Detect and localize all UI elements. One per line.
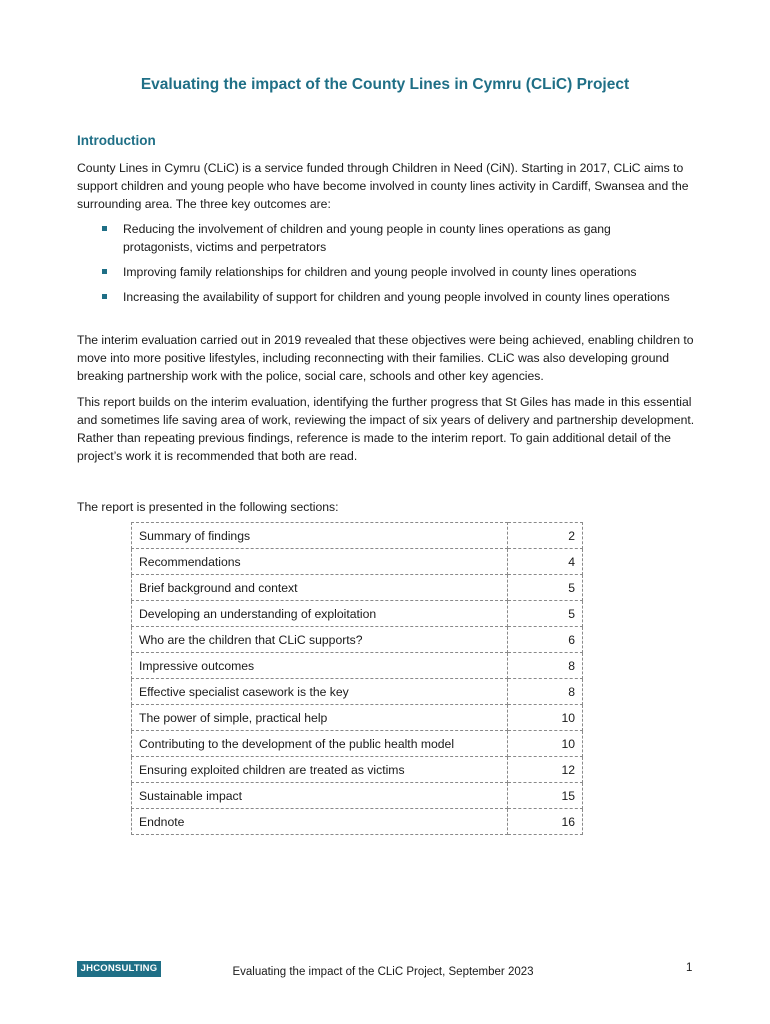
paragraph-sections-intro: The report is presented in the following sections: bbox=[77, 500, 339, 514]
toc-page: 2 bbox=[508, 523, 583, 549]
toc-section: Brief background and context bbox=[132, 575, 508, 601]
toc-page: 10 bbox=[508, 705, 583, 731]
table-row bbox=[132, 679, 583, 705]
outcomes-list bbox=[77, 220, 677, 313]
table-row bbox=[132, 627, 583, 653]
toc-page: 8 bbox=[508, 679, 583, 705]
toc-section: Summary of findings bbox=[132, 523, 508, 549]
toc-section: Contributing to the development of the public health model bbox=[132, 731, 508, 757]
toc-page: 4 bbox=[508, 549, 583, 575]
toc-section: Recommendations bbox=[132, 549, 508, 575]
toc-section: Impressive outcomes bbox=[132, 653, 508, 679]
list-item-text: Reducing the involvement of children and young people in county lines operations as gang protagonists, victims and perpetrators bbox=[123, 222, 611, 254]
table-row bbox=[132, 549, 583, 575]
toc-page: 5 bbox=[508, 601, 583, 627]
table-row bbox=[132, 653, 583, 679]
page-footer: Evaluating the impact of the CLiC Project, September 2023 bbox=[232, 966, 534, 978]
toc-page: 6 bbox=[508, 627, 583, 653]
table-row bbox=[132, 523, 583, 549]
table-row bbox=[132, 575, 583, 601]
toc-page: 15 bbox=[508, 783, 583, 809]
contents-table bbox=[131, 522, 583, 835]
toc-page: 10 bbox=[508, 731, 583, 757]
toc-section: Who are the children that CLiC supports? bbox=[132, 627, 508, 653]
table-row bbox=[132, 757, 583, 783]
table-row bbox=[132, 601, 583, 627]
section-heading-introduction: Introduction bbox=[77, 133, 156, 148]
paragraph-interim: The interim evaluation carried out in 2019 revealed that these objectives were being achieved, enabling children to move into more positive lifestyles, including reconnecting with their families. CLiC was also developing ground breaking partnership work with the police, social care, schools and other key agencies. bbox=[77, 333, 694, 383]
table-row bbox=[132, 809, 583, 835]
table-row bbox=[132, 783, 583, 809]
toc-page: 16 bbox=[508, 809, 583, 835]
toc-section: Ensuring exploited children are treated as victims bbox=[132, 757, 508, 783]
paragraph-report: This report builds on the interim evaluation, identifying the further progress that St Giles has made in this essential and sometimes life saving area of work, reviewing the impact of six years of delivery and partnership development. Rather than repeating previous findings, reference is made to the interim report. To gain additional detail of the project’s work it is recommended that both are read. bbox=[77, 395, 695, 463]
table-row bbox=[132, 705, 583, 731]
list-item-text: Increasing the availability of support for children and young people involved in county lines operations bbox=[123, 290, 670, 304]
jh-consulting-logo: JHCONSULTING bbox=[77, 961, 161, 977]
toc-section: Developing an understanding of exploitation bbox=[132, 601, 508, 627]
toc-page: 8 bbox=[508, 653, 583, 679]
table-row bbox=[132, 731, 583, 757]
bullet-square-icon bbox=[102, 226, 107, 231]
paragraph-intro: County Lines in Cymru (CLiC) is a service funded through Children in Need (CiN). Starting in 2017, CLiC aims to support children and young people who have become involved in county lines activity in Cardiff, Swansea and the surrounding area. The three key outcomes are: bbox=[77, 161, 689, 211]
toc-section: The power of simple, practical help bbox=[132, 705, 508, 731]
bullet-square-icon bbox=[102, 269, 107, 274]
bullet-square-icon bbox=[102, 294, 107, 299]
toc-section: Endnote bbox=[132, 809, 508, 835]
list-item bbox=[77, 220, 677, 256]
toc-page: 5 bbox=[508, 575, 583, 601]
list-item-text: Improving family relationships for children and young people involved in county lines operations bbox=[123, 265, 637, 279]
list-item bbox=[77, 288, 677, 306]
document-title: Evaluating the impact of the County Lines in Cymru (CLiC) Project bbox=[140, 76, 630, 93]
toc-page: 12 bbox=[508, 757, 583, 783]
page-number: 1 bbox=[686, 962, 693, 974]
toc-section: Effective specialist casework is the key bbox=[132, 679, 508, 705]
list-item bbox=[77, 263, 677, 281]
toc-section: Sustainable impact bbox=[132, 783, 508, 809]
